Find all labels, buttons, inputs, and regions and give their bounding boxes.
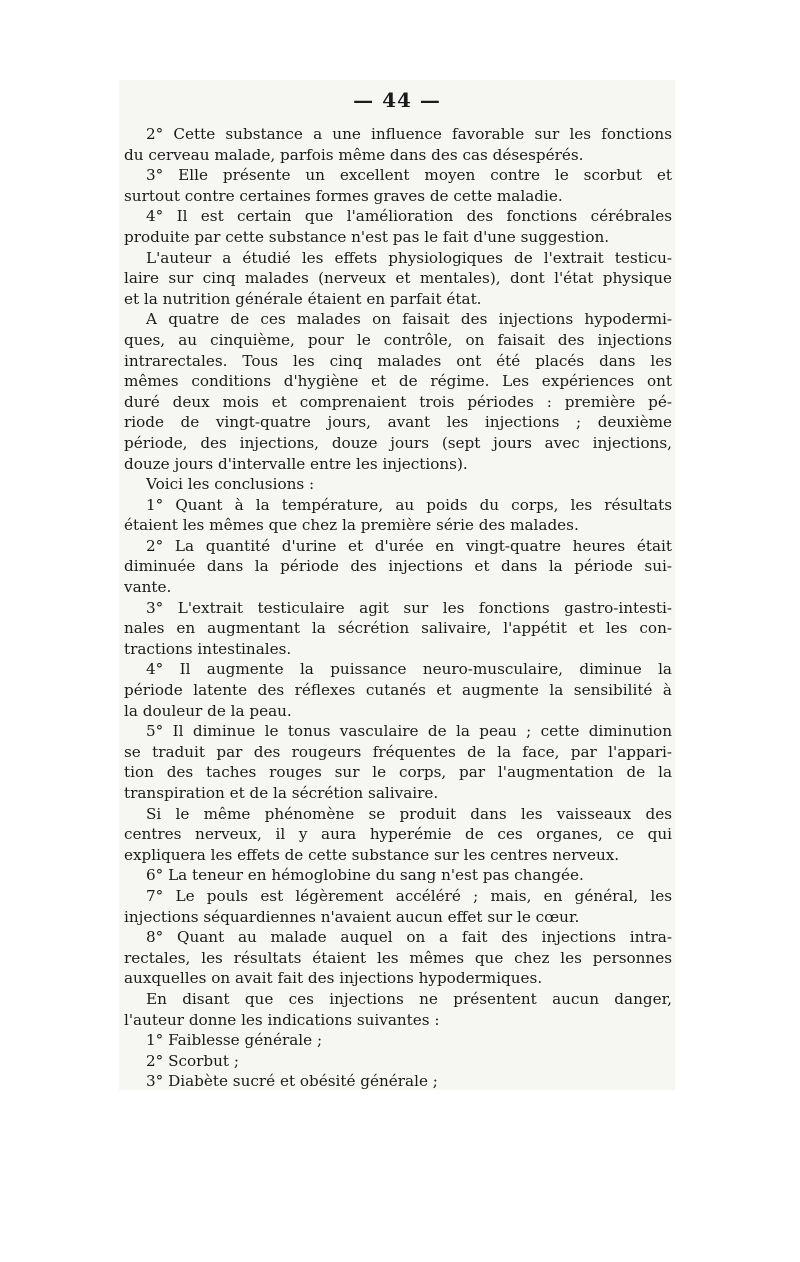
text-line: du cerveau malade, parfois même dans des cas désespérés. — [124, 145, 584, 164]
text-line: 2° Cette substance a une influence favorable sur les fonctions — [146, 125, 672, 143]
text-line: tractions intestinales. — [124, 639, 292, 658]
text-line: se traduit par des rougeurs fréquentes de la face, par l'appari- — [124, 742, 672, 761]
text-line: mêmes conditions d'hygiène et de régime. Les expériences ont — [124, 372, 672, 391]
text-line: 6° La teneur en hémoglobine du sang n'est pas changée. — [146, 866, 584, 885]
text-line: Si le même phénomène se produit dans les vaisseaux des — [146, 804, 672, 823]
text-line: laire sur cinq malades (nerveux et mentales), dont l'état physique — [124, 269, 672, 288]
text-line: transpiration et de la sécrétion salivaire. — [124, 784, 439, 802]
text-line: Voici les conclusions : — [146, 475, 315, 494]
text-line: 8° Quant au malade auquel on a fait des injections intra- — [146, 928, 672, 947]
text-line: 1° Quant à la température, au poids du corps, les résultats — [146, 495, 672, 514]
text-line: et la nutrition générale étaient en parfait état. — [124, 289, 482, 308]
text-line: vante. — [124, 578, 172, 597]
text-line: duré deux mois et comprenaient trois périodes : première pé- — [124, 392, 672, 411]
text-line: surtout contre certaines formes graves de cette maladie. — [124, 186, 563, 205]
text-line: 5° Il diminue le tonus vasculaire de la peau ; cette diminution — [146, 722, 672, 741]
text-line: 2° La quantité d'urine et d'urée en vingt-quatre heures était — [146, 536, 672, 555]
text-line: l'auteur donne les indications suivantes : — [124, 1010, 440, 1029]
text-line: injections séquardiennes n'avaient aucun effet sur le cœur. — [124, 907, 580, 926]
page-number: — 44 — — [353, 88, 441, 112]
text-line: 2° Scorbut ; — [146, 1051, 239, 1070]
text-line: 1° Faiblesse générale ; — [146, 1031, 323, 1050]
text-line: En disant que ces injections ne présentent aucun danger, — [146, 989, 672, 1008]
text-line: période, des injections, douze jours (sept jours avec injections, — [124, 433, 672, 452]
text-line: diminuée dans la période des injections et dans la période sui- — [124, 557, 672, 576]
text-line: rectales, les résultats étaient les mêmes que chez les personnes — [124, 948, 672, 967]
text-line: riode de vingt-quatre jours, avant les injections ; deuxième — [124, 413, 672, 432]
text-line: nales en augmentant la sécrétion salivaire, l'appétit et les con- — [124, 619, 672, 638]
text-line: produite par cette substance n'est pas le fait d'une suggestion. — [124, 227, 610, 246]
text-line: L'auteur a étudié les effets physiologiques de l'extrait testicu- — [146, 248, 672, 267]
body-text — [124, 124, 672, 1092]
text-line: intrarectales. Tous les cinq malades ont été placés dans les — [124, 351, 672, 370]
text-line: 7° Le pouls est légèrement accéléré ; mais, en général, les — [146, 886, 672, 905]
text-line: 4° Il augmente la puissance neuro-musculaire, diminue la — [146, 660, 672, 679]
text-line: 4° Il est certain que l'amélioration des fonctions cérébrales — [146, 207, 672, 226]
text-line: la douleur de la peau. — [124, 701, 292, 720]
text-line: 3° Elle présente un excellent moyen contre le scorbut et — [146, 166, 672, 185]
book-page — [119, 80, 675, 1090]
text-line: 3° Diabète sucré et obésité générale ; — [146, 1072, 438, 1091]
text-line: 3° L'extrait testiculaire agit sur les fonctions gastro-intesti- — [146, 598, 672, 617]
text-line: tion des taches rouges sur le corps, par l'augmentation de la — [124, 763, 672, 782]
text-line: douze jours d'intervalle entre les injections). — [124, 454, 468, 473]
text-line: expliquera les effets de cette substance sur les centres nerveux. — [124, 845, 620, 864]
text-line: étaient les mêmes que chez la première série des malades. — [124, 516, 579, 535]
text-line: ques, au cinquième, pour le contrôle, on faisait des injections — [124, 330, 672, 349]
text-line: période latente des réflexes cutanés et augmente la sensibilité à — [124, 681, 672, 700]
text-line: centres nerveux, il y aura hyperémie de ces organes, ce qui — [124, 825, 672, 844]
text-line: auxquelles on avait fait des injections hypodermiques. — [124, 969, 543, 988]
text-line: A quatre de ces malades on faisait des injections hypodermi- — [146, 310, 672, 329]
